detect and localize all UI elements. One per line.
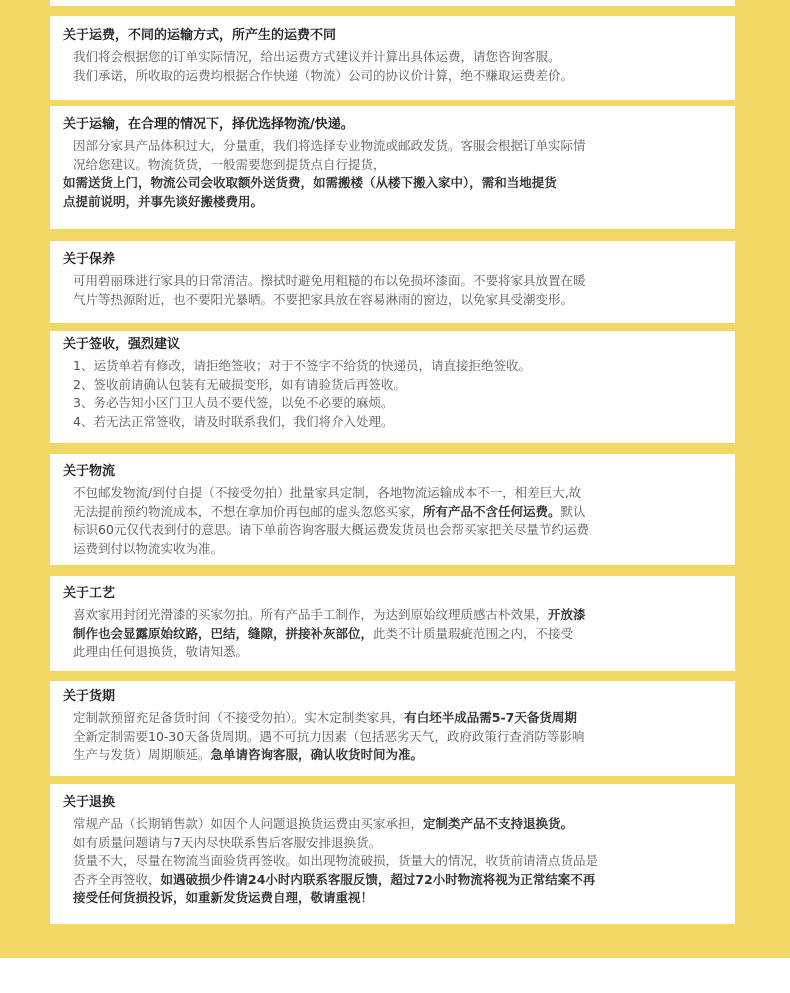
body-line [63,174,721,193]
body-line [63,413,721,432]
body-line [63,746,721,765]
section-logistics [50,454,735,565]
emphasis-text: 急单请咨询客服，确认收货时间为准。 [210,747,424,762]
section-title: 关于退换 [63,795,116,810]
section-maintenance [50,241,735,323]
body-text: 气片等热源附近，也不要阳光暴晒。不要把家具放在容易淋雨的窗边，以免家具受潮变形。 [73,291,574,307]
body-line [63,376,721,395]
body-text: 标识60元仅代表到付的意思。请下单前咨询客服大概运费发货员也会帮买家把关尽量节约运费 [73,522,589,537]
body-text: 全新定制需要10-30天备货周期。遇不可抗力因素（包括恶劣天气，政府政策行查消防等影响 [73,728,585,744]
body-text: 如有质量问题请与7天内尽快联系售后客服安排退换货。 [73,834,381,850]
section-signing [50,331,735,443]
section-body [63,137,721,211]
emphasis-text: 接受任何货损投诉，如重新发货运费自理，敬请重视！ [73,890,374,905]
section-title: 关于保养 [63,252,116,267]
body-text: 货量不大，尽量在物流当面验货再签收。如出现物流破损，货量大的情况，收货前请清点货品是 [73,853,599,868]
body-text: 4、若无法正常签收，请及时联系我们，我们将介入处理。 [73,413,394,429]
section-transport [50,106,735,229]
section-body [63,709,721,765]
body-text: 我们将会根据您的订单实际情况，给出运费方式建议并计算出具体运费，请您咨询客服。 [73,49,561,64]
body-line [63,484,721,503]
body-line [63,728,721,747]
body-line [63,156,721,175]
emphasis-text: 所有产品不含任何运费。 [423,503,561,519]
emphasis-text: 定制类产品不支持退换货。 [423,816,574,831]
body-text: 无法提前预约物流成本，不想在拿加价再包邮的虚头忽悠买家， [73,503,424,519]
emphasis-text: 制作也会显露原始纹路，巴结，缝隙，拼接补灰部位， [73,625,374,641]
body-text: 此类不计质量瑕疵范围之内，不接受 [373,625,574,641]
body-text: 3、务必告知小区门卫人员不要代签，以免不必要的麻烦。 [73,395,394,410]
body-text: 运费到付以物流实收为准。 [73,540,224,556]
body-text: 我们承诺，所收取的运费均根据合作快递（物流）公司的协议价计算，绝不赚取运费差价。 [73,67,574,83]
emphasis-text: 开放漆 [548,607,586,622]
body-line [63,815,721,834]
body-line [63,521,721,540]
body-text: 此理由任何退换货，敬请知悉。 [73,644,249,659]
body-text: 因部分家具产品体积过大，分量重，我们将选择专业物流或邮政发货。客服会根据订单实际情 [73,138,586,153]
section-returns [50,784,735,924]
section-title: 关于签收，强烈建议 [63,337,181,352]
body-line [63,889,721,908]
body-text: 常规产品（长期销售款）如因个人问题退换货运费由买家承担， [73,816,424,831]
section-title: 关于工艺 [63,586,116,601]
body-line [63,606,721,625]
body-line [63,871,721,890]
body-text: 喜欢家用封闭光滑漆的买家勿拍。所有产品手工制作，为达到原始纹理质感古朴效果， [73,607,549,622]
body-text: 否齐全再签收， [73,871,161,887]
emphasis-text: 有白坯半成品需5-7天备货周期 [404,710,577,725]
section-title: 关于货期 [63,689,116,704]
section-body [63,272,721,309]
body-line [63,625,721,644]
section-craft [50,576,735,671]
body-text: 可用碧丽珠进行家具的日常清洁。擦拭时避免用粗糙的布以免损坏漆面。不要将家具放置在暖 [73,273,586,288]
section-delivery-period [50,681,735,776]
section-body [63,357,721,431]
body-text: 不包邮发物流/到付自提（不接受勿拍）批量家具定制，各地物流运输成本不一，相差巨大,故 [73,485,582,500]
body-line [63,503,721,522]
body-line [63,67,721,86]
body-line [63,852,721,871]
body-text: 定制款预留充足备货时间（不接受勿拍）。实木定制类家具， [73,710,405,725]
body-line [63,48,721,67]
body-line [63,357,721,376]
body-line [63,193,721,212]
emphasis-text: 点提前说明，并事先谈好搬楼费用。 [63,193,264,209]
emphasis-text: 如需送货上门，物流公司会收取额外送货费，如需搬楼（从楼下搬入家中），需和当地提货 [63,175,557,190]
body-line [63,709,721,728]
section-body [63,484,721,558]
body-line [63,834,721,853]
body-line [63,394,721,413]
body-line [63,137,721,156]
section-body [63,48,721,85]
section-shipping-fee [50,16,735,100]
body-text: 2、签收前请确认包装有无破损变形，如有请验货后再签收。 [73,376,406,392]
section-body [63,606,721,662]
section-card [50,0,735,6]
section-title: 关于运费，不同的运输方式，所产生的运费不同 [63,28,337,43]
body-text: 生产与发货）周期顺延。 [73,747,211,762]
body-line [63,540,721,559]
body-text: 况给您建议。物流货货，一般需要您到提货点自行提货， [73,156,386,172]
body-text: 默认 [560,503,586,519]
section-title: 关于物流 [63,464,116,479]
section-body [63,815,721,908]
section-title: 关于运输，在合理的情况下，择优选择物流/快递。 [63,117,354,132]
body-text: 1、运货单若有修改，请拒绝签收；对于不签字不给货的快递员，请直接拒绝签收。 [73,358,531,373]
body-line [63,643,721,662]
body-line [63,291,721,310]
body-line [63,272,721,291]
emphasis-text: 如遇破损少件请24小时内联系客服反馈，超过72小时物流将视为正常结案不再 [160,871,596,887]
